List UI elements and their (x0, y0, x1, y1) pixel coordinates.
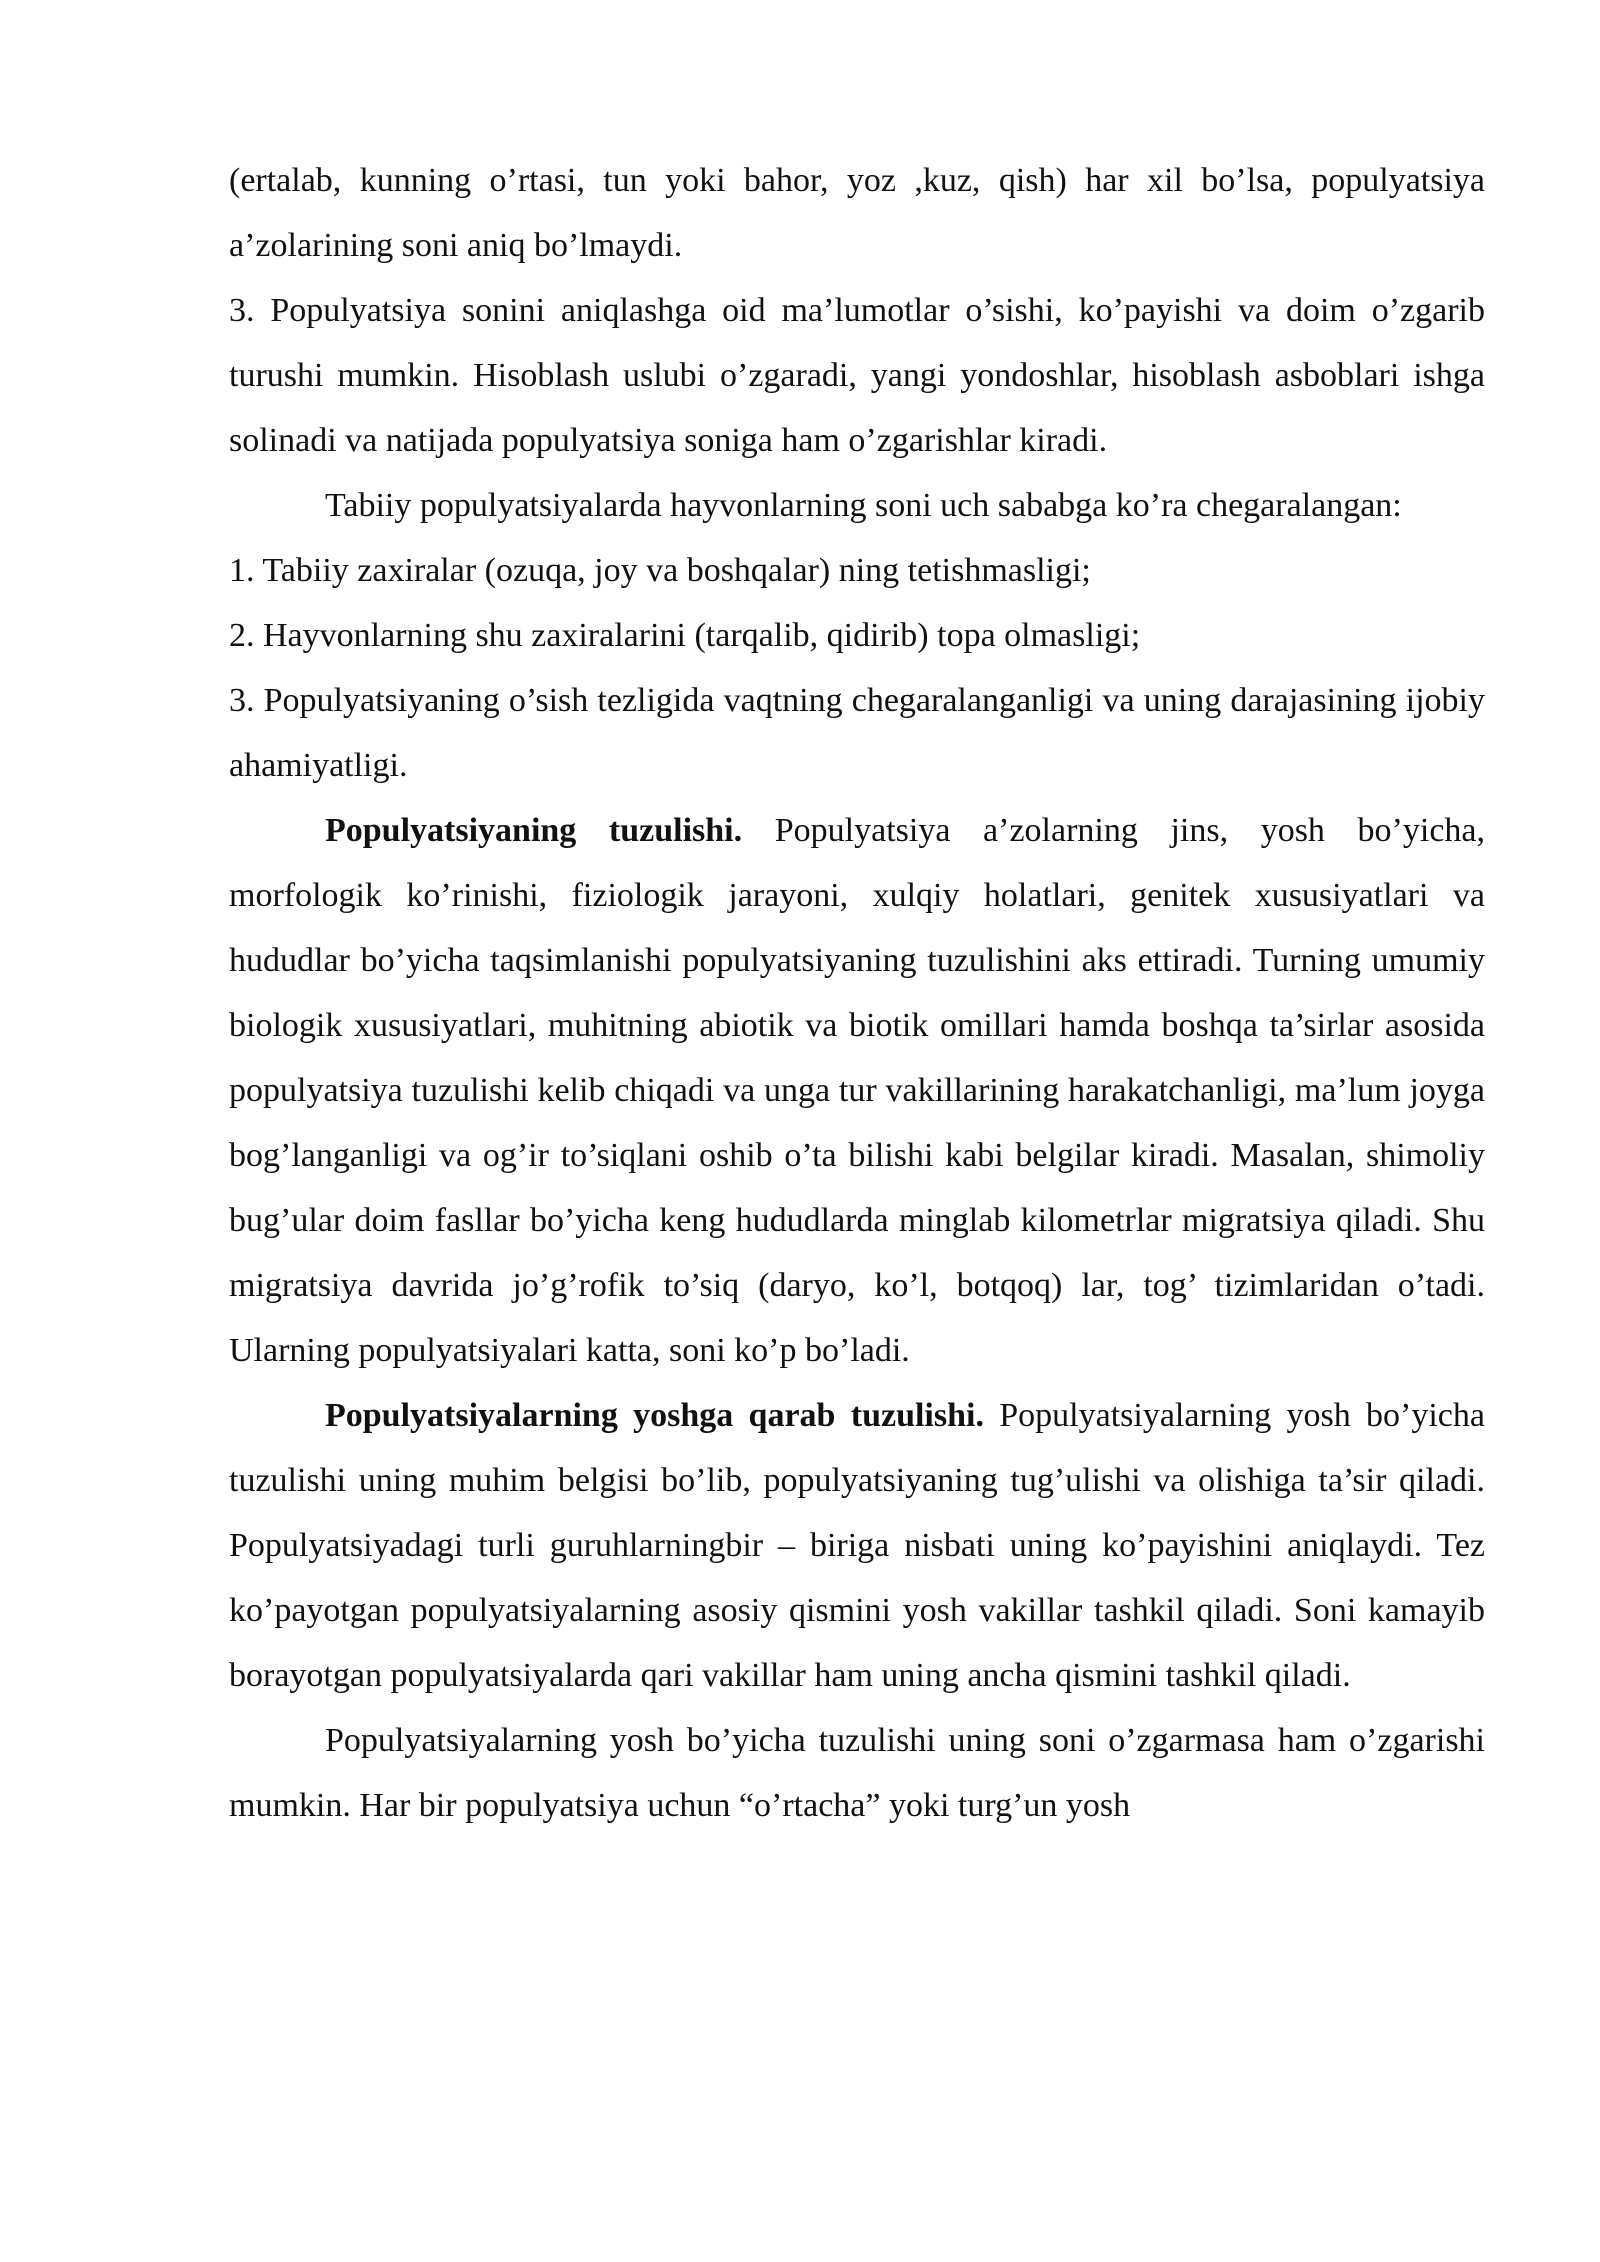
paragraph-intro-causes (229, 473, 1485, 538)
section-heading: Populyatsiyalarning yoshga qarab tuzulishi. (325, 1397, 984, 1434)
section-heading: Populyatsiyaning tuzulishi. (325, 812, 743, 849)
paragraph-text: Populyatsiya a’zolarning jins, yosh bo’yicha, morfologik ko’rinishi, fiziologik jarayoni, xulqiy holatlari, genitek xususiyatlari va hududlar bo’yicha taqsimlanishi populyatsiyaning tuzulishini aks ettiradi. Turning umumiy biologik xususiyatlari, muhitning abiotik va biotik omillari hamda boshqa ta’sirlar asosida populyatsiya tuzulishi kelib chiqadi va unga tur vakillarining harakatchanligi, ma’lum joyga bog’langanligi va og’ir to’siqlani oshib o’ta bilishi kabi belgilar kiradi. Masalan, shimoliy bug’ular doim fasllar bo’yicha keng hududlarda minglab kilometrlar migratsiya qiladi. Shu migratsiya davrida jo’g’rofik to’siq (daryo, ko’l, botqoq) lar, tog’ tizimlaridan o’tadi. Ularning populyatsiyalari katta, soni ko’p bo’ladi. (229, 812, 1486, 1369)
paragraph-age-structure (229, 1383, 1485, 1708)
paragraph-text: Tabiiy populyatsiyalarda hayvonlarning soni uch sababga ko’ra chegaralangan: (325, 487, 1402, 524)
paragraph-continuation (229, 148, 1485, 278)
paragraph-text: (ertalab, kunning o’rtasi, tun yoki bahor, yoz ,kuz, qish) har xil bo’lsa, populyatsiya a’zolarining soni aniq bo’lmaydi. (229, 162, 1485, 264)
list-item-1 (229, 538, 1485, 603)
paragraph-text: 3. Populyatsiya sonini aniqlashga oid ma’lumotlar o’sishi, ko’payishi va doim o’zgarib turushi mumkin. Hisoblash uslubi o’zgaradi, yangi yondoshlar, hisoblash asboblari ishga solinadi va natijada populyatsiya soniga ham o’zgarishlar kiradi. (229, 292, 1485, 459)
document-body (229, 148, 1485, 1838)
list-item-3 (229, 668, 1485, 798)
paragraph-age-change (229, 1708, 1485, 1838)
list-item-text: 1. Tabiiy zaxiralar (ozuqa, joy va boshqalar) ning tetishmasligi; (229, 552, 1091, 589)
paragraph-text: Populyatsiyalarning yosh bo’yicha tuzulishi uning soni o’zgarmasa ham o’zgarishi mumkin. Har bir populyatsiya uchun “o’rtacha” yoki turg’un yosh (229, 1722, 1485, 1824)
paragraph-numbered-item-3 (229, 278, 1485, 473)
paragraph-text: Populyatsiyalarning yosh bo’yicha tuzulishi uning muhim belgisi bo’lib, populyatsiyaning tug’ulishi va olishiga ta’sir qiladi. Populyatsiyadagi turli guruhlarningbir – biriga nisbati uning ko’payishini aniqlaydi. Tez ko’payotgan populyatsiyalarning asosiy qismini yosh vakillar tashkil qiladi. Soni kamayib borayotgan populyatsiyalarda qari vakillar ham uning ancha qismini tashkil qiladi. (229, 1397, 1485, 1694)
list-item-text: 2. Hayvonlarning shu zaxiralarini (tarqalib, qidirib) topa olmasligi; (229, 617, 1141, 654)
list-item-2 (229, 603, 1485, 668)
paragraph-structure (229, 798, 1485, 1383)
list-item-text: 3. Populyatsiyaning o’sish tezligida vaqtning chegaralanganligi va uning darajasining ijobiy ahamiyatligi. (229, 682, 1485, 784)
